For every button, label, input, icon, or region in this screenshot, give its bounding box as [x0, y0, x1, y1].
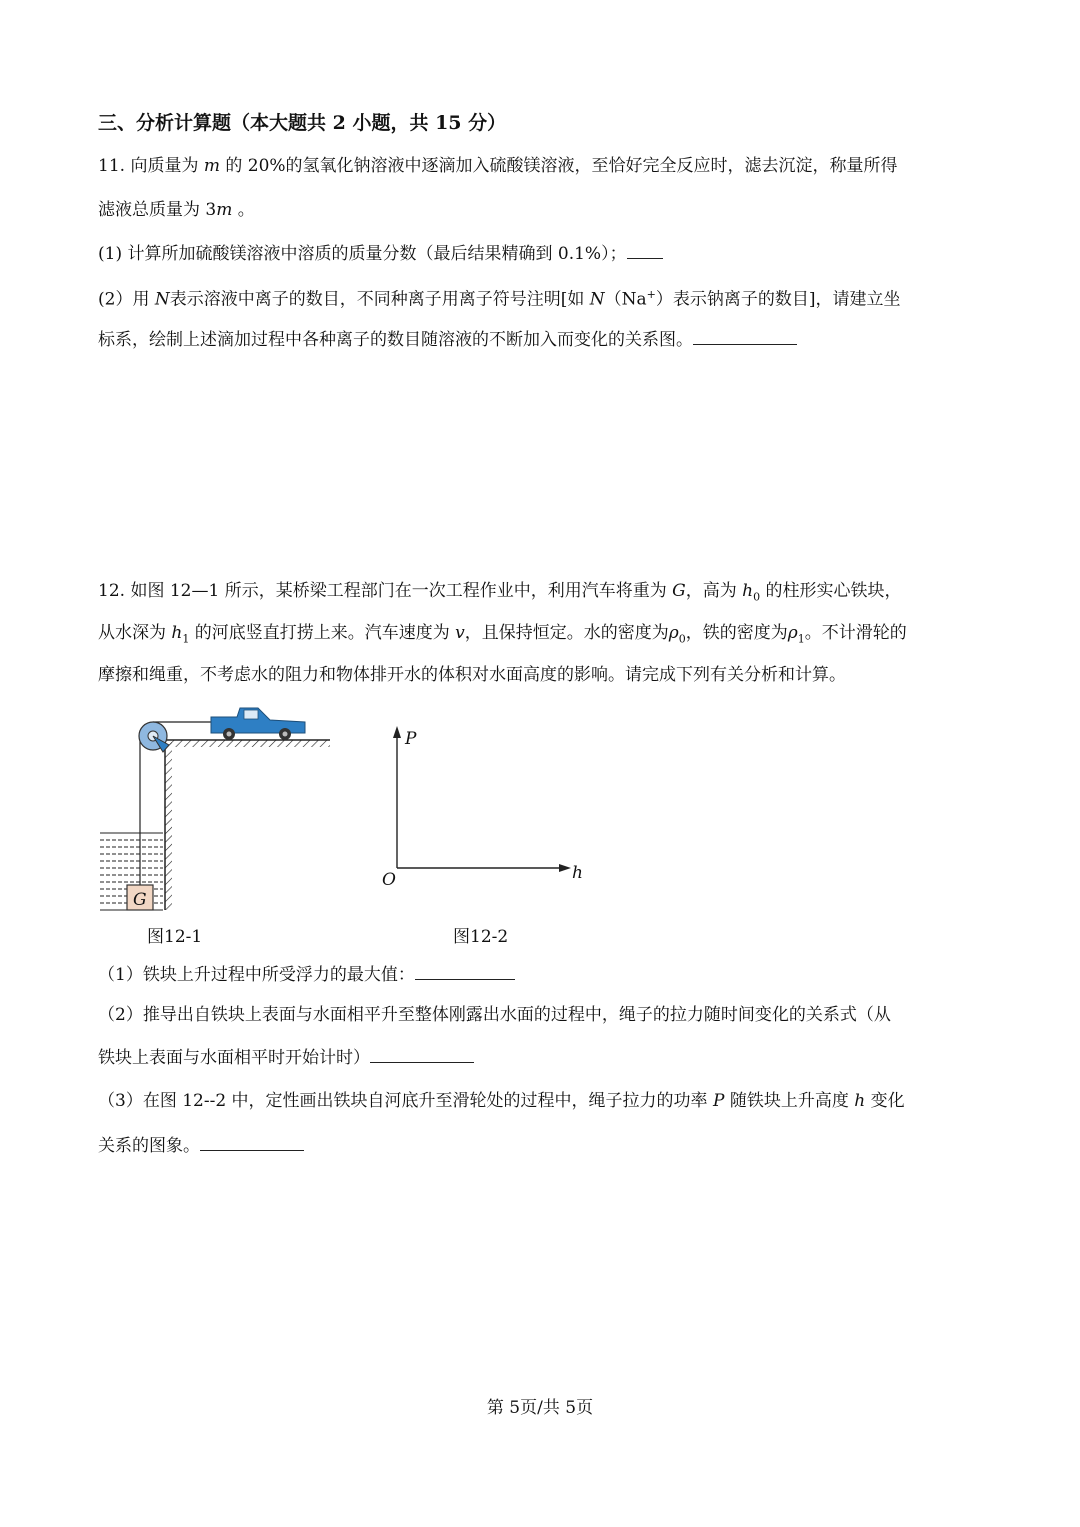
var-p: P: [712, 1091, 725, 1111]
var-rho: ρ: [787, 623, 798, 643]
var-m: m: [203, 156, 220, 176]
q12-line3: [98, 664, 846, 686]
subscript: 1: [182, 632, 190, 646]
section-title: 三、分析计算题（本大题共 2 小题，共 15 分）: [98, 112, 507, 134]
q11-text: 。: [232, 200, 255, 220]
q12-text: 铁块上表面与水面相平时开始计时）: [98, 1048, 370, 1068]
q12-text: 。不计滑轮的: [804, 623, 907, 643]
answer-blank[interactable]: [370, 1046, 474, 1063]
q11-part1: [98, 242, 663, 265]
q12-text: 的河底竖直打捞上来。汽车速度为: [189, 623, 456, 643]
var-m: m: [216, 200, 233, 220]
y-axis-arrow: [393, 726, 401, 738]
q11-part1-text: (1) 计算所加硫酸镁溶液中溶质的质量分数（最后结果精确到 0.1%）；: [98, 244, 627, 264]
q12-text: ，铁的密度为: [685, 623, 788, 643]
q12-text: （2）推导出自铁块上表面与水面相平升至整体刚露出水面的过程中，绳子的拉力随时间变化的关系式（从: [98, 1005, 891, 1025]
subscript: 0: [678, 632, 686, 646]
answer-blank[interactable]: [415, 963, 515, 980]
q11-part2-line2: [98, 328, 797, 351]
x-axis-arrow: [559, 864, 571, 872]
var-n: N: [589, 289, 605, 310]
var-n: N: [154, 289, 170, 310]
ground-hatch: [165, 740, 330, 747]
figure-12-2-caption: 图12-2: [453, 927, 509, 947]
q11-text: 11. 向质量为: [98, 156, 204, 176]
figure-12-1: [95, 700, 340, 920]
q12-text: 的柱形实心铁块，: [760, 581, 902, 601]
origin-label: O: [382, 870, 396, 890]
x-axis-label: h: [572, 863, 583, 883]
q12-part2-line1: [98, 1004, 891, 1026]
figure-12-1-caption: 图12-1: [147, 927, 203, 947]
q12-text: ，高为: [685, 581, 743, 601]
var-h: h: [171, 623, 183, 643]
q12-text: 变化: [865, 1091, 905, 1111]
var-v: v: [455, 623, 465, 643]
q12-text: ，且保持恒定。水的密度为: [464, 623, 669, 643]
pulley: [139, 722, 169, 752]
q12-part3-line1: [98, 1090, 905, 1112]
q11-text: (2）用: [98, 289, 155, 310]
subscript: 0: [753, 590, 761, 604]
q11-text: 滤液总质量为 3: [98, 200, 217, 220]
superscript-plus: +: [646, 288, 656, 301]
q11-text: ）表示钠离子的数目]，请建立坐: [655, 289, 901, 310]
q12-text: （1）铁块上升过程中所受浮力的最大值：: [98, 965, 415, 985]
q12-text: （3）在图 12--2 中，定性画出铁块自河底升至滑轮处的过程中，绳子拉力的功率: [98, 1091, 713, 1111]
var-rho: ρ: [668, 623, 679, 643]
var-h: h: [742, 581, 754, 601]
q11-text: 标系，绘制上述滴加过程中各种离子的数目随溶液的不断加入而变化的关系图。: [98, 330, 693, 350]
y-axis-label: P: [405, 729, 417, 749]
q11-text: （Na: [604, 289, 647, 310]
block-label: G: [133, 890, 147, 910]
q12-text: 从水深为: [98, 623, 172, 643]
q12-part3-line2: [98, 1134, 304, 1157]
q11-text: 表示溶液中离子的数目，不同种离子用离子符号注明[如: [169, 289, 590, 310]
page-footer: 第 5页/共 5页: [486, 1398, 594, 1418]
q12-text: 12. 如图 12—1 所示，某桥梁工程部门在一次工程作业中，利用汽车将重为: [98, 581, 673, 601]
answer-blank[interactable]: [693, 328, 797, 345]
q12-text: 摩擦和绳重，不考虑水的阻力和物体排开水的体积对水面高度的影响。请完成下列有关分析和计算。: [98, 665, 846, 685]
var-g: G: [672, 581, 686, 601]
q11-line1: [98, 155, 898, 177]
truck: [211, 708, 305, 740]
wall-hatch: [165, 740, 172, 910]
q12-part2-line2: [98, 1046, 474, 1069]
figure-12-2: [375, 720, 595, 890]
q12-line1: [98, 580, 901, 608]
q11-text: 的 20%的氢氧化钠溶液中逐滴加入硫酸镁溶液，至恰好完全反应时，滤去沉淀，称量所得: [219, 156, 898, 176]
answer-blank[interactable]: [627, 242, 663, 259]
var-h: h: [854, 1091, 866, 1111]
q11-part2-line1: [98, 284, 901, 311]
q12-line2: [98, 622, 907, 650]
subscript: 1: [797, 632, 805, 646]
q11-line2: [98, 199, 255, 221]
answer-blank[interactable]: [200, 1134, 304, 1151]
q12-part1: [98, 963, 515, 986]
q12-text: 关系的图象。: [98, 1136, 200, 1156]
q12-text: 随铁块上升高度: [724, 1091, 855, 1111]
